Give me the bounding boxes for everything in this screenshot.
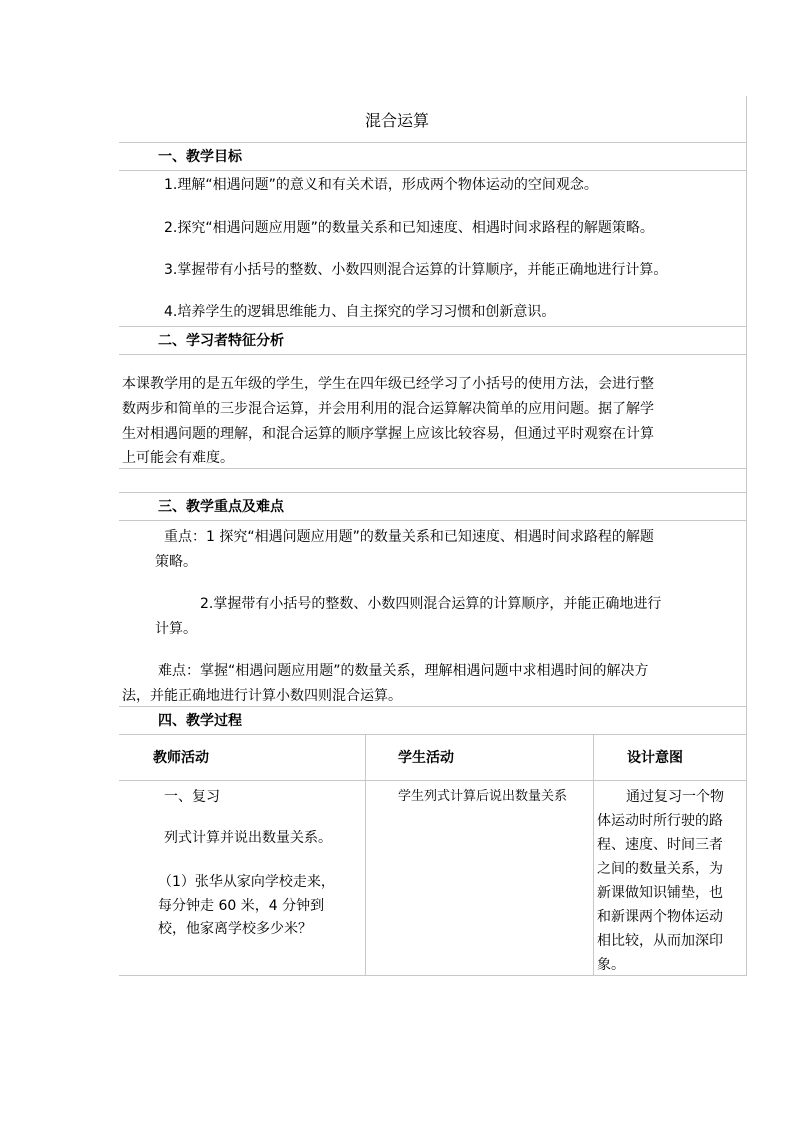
analysis-line: 上可能会有难度。	[122, 450, 234, 466]
objective-item: 1.理解“相遇问题”的意义和有关术语，形成两个物体运动的空间观念。	[164, 177, 598, 193]
analysis-line: 数两步和简单的三步混合运算，并会用利用的混合运算解决简单的应用问题。据了解学	[122, 401, 654, 417]
intent-line: 象。	[597, 957, 625, 973]
section-heading: 三、教学重点及难点	[158, 499, 284, 515]
divider	[119, 170, 747, 171]
divider	[119, 354, 747, 355]
intent-line: 体运动时所行驶的路	[597, 813, 723, 829]
divider	[119, 975, 747, 976]
column-divider	[365, 734, 366, 975]
column-header-intent: 设计意图	[627, 750, 683, 766]
divider	[119, 734, 747, 735]
section-heading: 四、教学过程	[158, 713, 242, 729]
divider	[119, 780, 747, 781]
column-header-teacher: 教师活动	[153, 750, 209, 766]
page-title: 混合运算	[364, 111, 429, 130]
table-right-border	[746, 96, 747, 976]
teacher-step: 一、复习	[164, 789, 220, 805]
key-point-line: 2.掌握带有小括号的整数、小数四则混合运算的计算顺序，并能正确地进行	[200, 596, 662, 612]
column-divider	[593, 734, 594, 975]
difficulty-line: 难点：掌握“相遇问题应用题”的数量关系，理解相遇问题中求相遇时间的解决方	[158, 663, 649, 679]
divider	[119, 520, 747, 521]
key-point-line: 策略。	[155, 554, 197, 570]
teacher-question-line: （1）张华从家向学校走来，	[158, 874, 335, 890]
intent-line: 程、速度、时间三者	[597, 837, 723, 853]
objective-item: 3.掌握带有小括号的整数、小数四则混合运算的计算顺序，并能正确地进行计算。	[164, 262, 668, 278]
difficulty-line: 法，并能正确地进行计算小数四则混合运算。	[122, 688, 402, 704]
key-point-line: 重点：1 探究“相遇问题应用题”的数量关系和已知速度、相遇时间求路程的解题	[164, 529, 654, 545]
divider	[119, 142, 747, 143]
intent-line: 和新课两个物体运动	[597, 909, 723, 925]
divider	[119, 326, 747, 327]
teacher-question-line: 每分钟走 60 米，4 分钟到	[158, 898, 325, 914]
analysis-line: 生对相遇问题的理解，和混合运算的顺序掌握上应该比较容易，但通过平时观察在计算	[122, 426, 654, 442]
divider	[119, 492, 747, 493]
intent-line: 通过复习一个物	[626, 789, 724, 805]
section-heading: 二、学习者特征分析	[158, 333, 284, 349]
teacher-instruction: 列式计算并说出数量关系。	[164, 830, 332, 846]
teacher-question-line: 校，他家离学校多少米？	[158, 921, 312, 937]
column-header-student: 学生活动	[398, 750, 454, 766]
intent-line: 之间的数量关系，为	[597, 861, 723, 877]
key-point-line: 计算。	[155, 621, 197, 637]
objective-item: 4.培养学生的逻辑思维能力、自主探究的学习习惯和创新意识。	[164, 304, 556, 320]
objective-item: 2.探究“相遇问题应用题”的数量关系和已知速度、相遇时间求路程的解题策略。	[164, 220, 654, 236]
intent-line: 新课做知识铺垫，也	[597, 885, 723, 901]
section-heading: 一、教学目标	[158, 149, 242, 165]
intent-line: 相比较，从而加深印	[597, 933, 723, 949]
student-activity: 学生列式计算后说出数量关系	[398, 789, 568, 804]
analysis-line: 本课教学用的是五年级的学生，学生在四年级已经学习了小括号的使用方法，会进行整	[122, 376, 654, 392]
